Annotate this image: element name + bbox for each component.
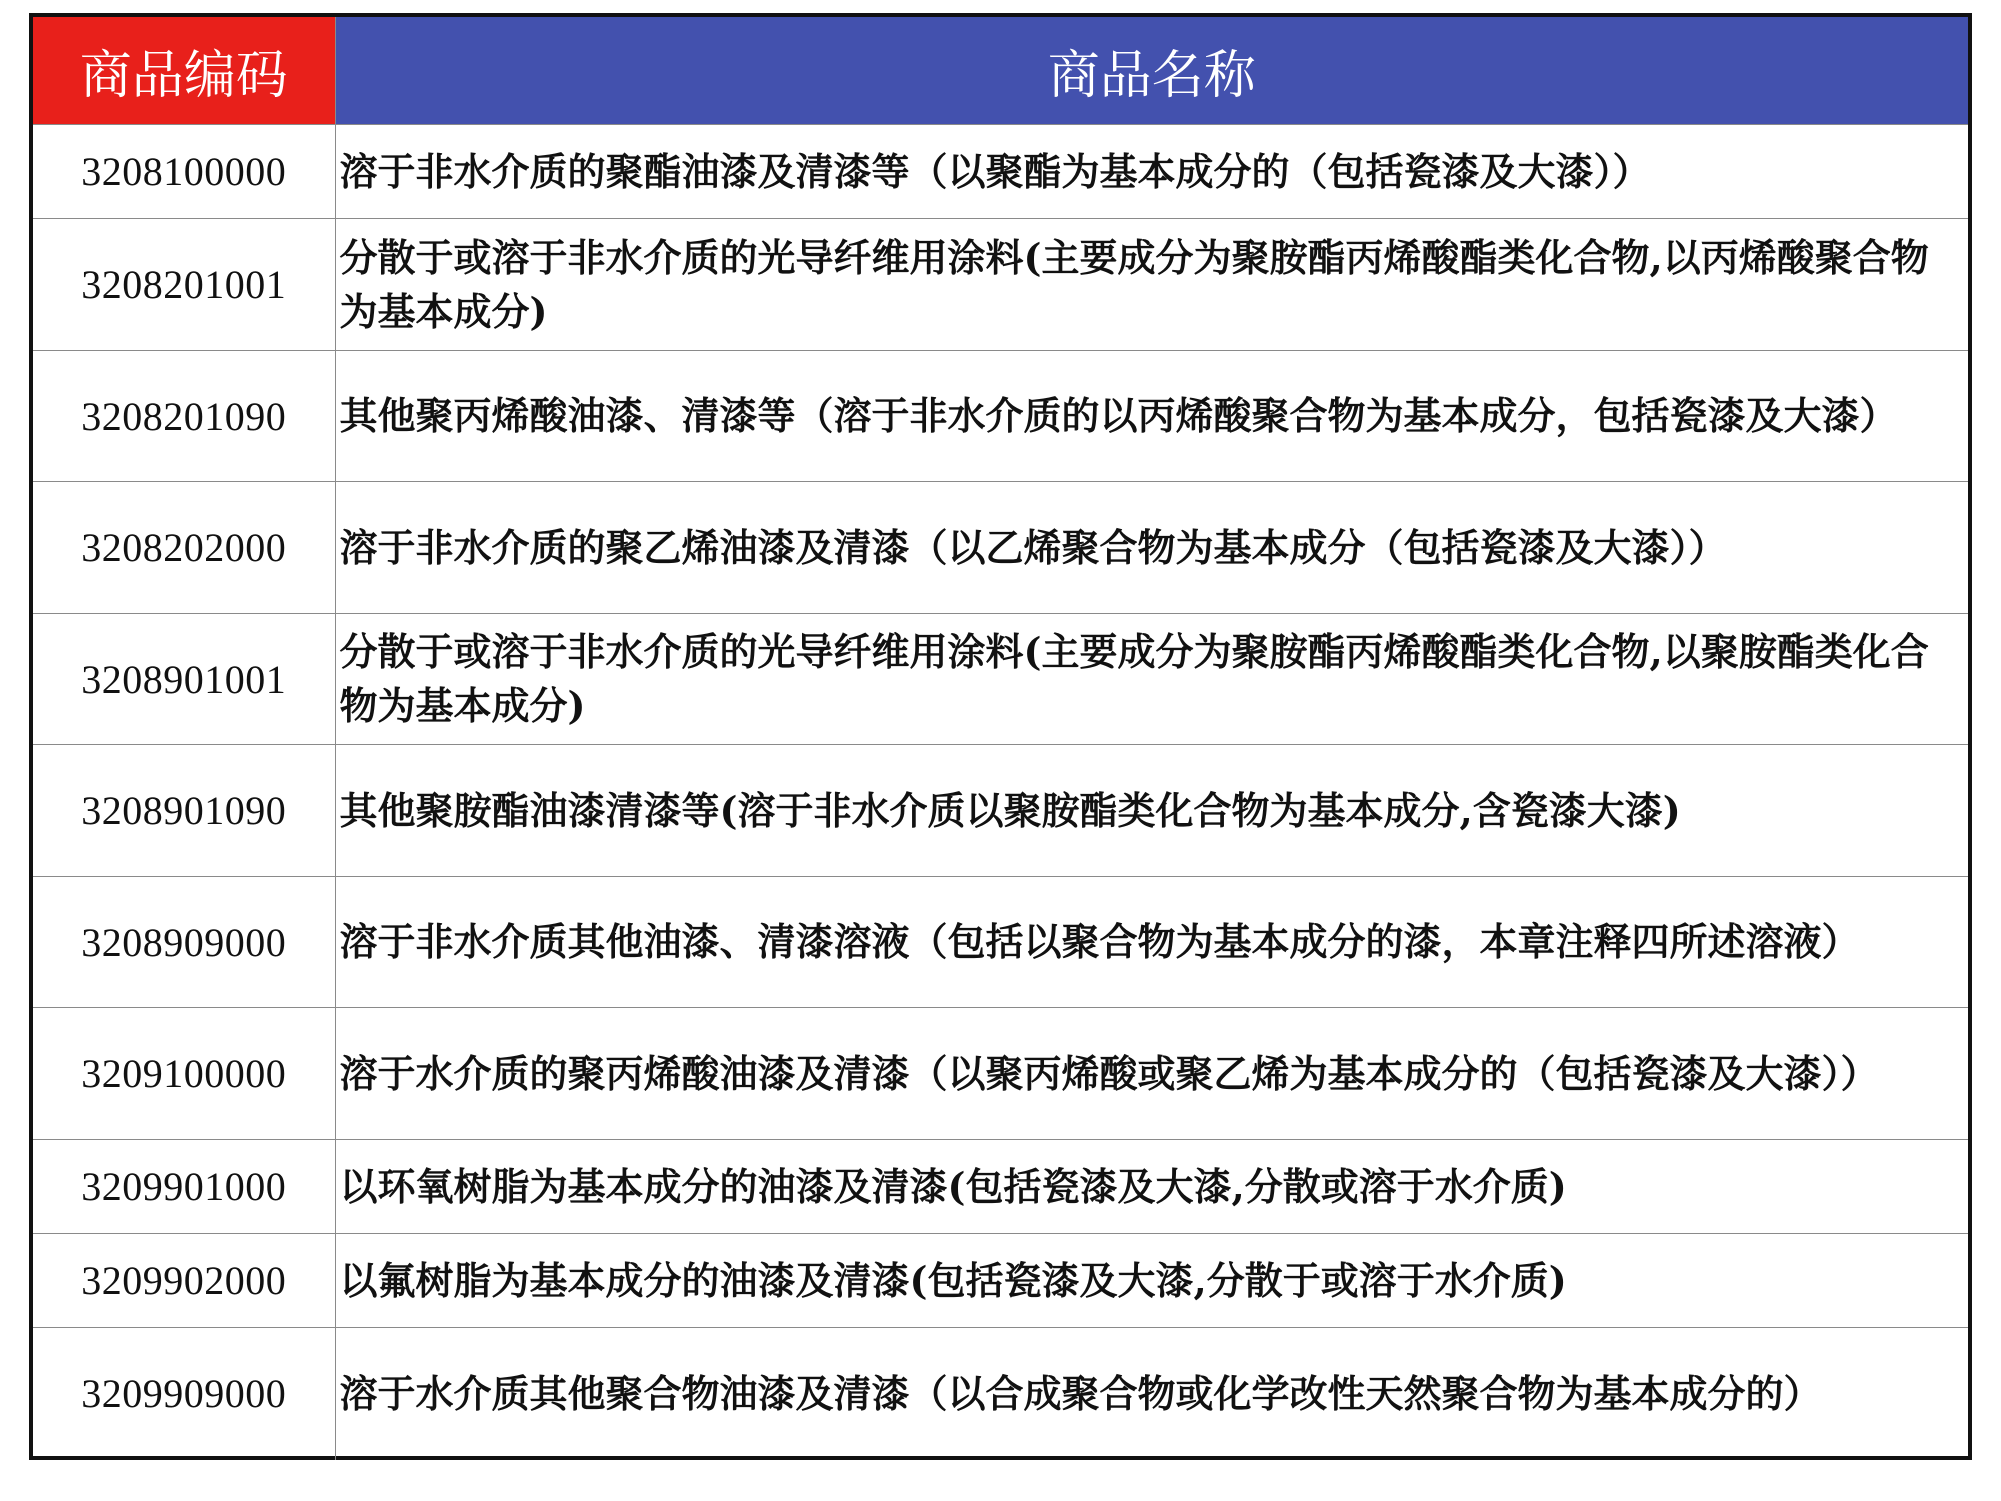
commodity-name-cell: 溶于非水介质其他油漆、清漆溶液（包括以聚合物为基本成分的漆，本章注释四所述溶液） — [335, 877, 1968, 1008]
commodity-name-cell: 分散于或溶于非水介质的光导纤维用涂料(主要成分为聚胺酯丙烯酸酯类化合物,以聚胺酯类化合物为基本成分) — [335, 614, 1968, 745]
commodity-table — [29, 13, 1972, 1460]
commodity-code-cell: 3208202000 — [33, 482, 335, 614]
table-row — [33, 219, 1968, 351]
commodity-name-cell: 溶于非水介质的聚乙烯油漆及清漆（以乙烯聚合物为基本成分（包括瓷漆及大漆）） — [335, 482, 1968, 614]
commodity-code-cell: 3209902000 — [33, 1234, 335, 1328]
commodity-code-cell: 3208201090 — [33, 351, 335, 482]
table-row — [33, 1234, 1968, 1328]
commodity-code-cell: 3208901090 — [33, 745, 335, 877]
commodity-code-cell: 3209901000 — [33, 1140, 335, 1234]
table-row — [33, 1140, 1968, 1234]
commodity-code-cell: 3208909000 — [33, 877, 335, 1008]
table-row — [33, 125, 1968, 219]
table-row — [33, 351, 1968, 482]
commodity-name-cell: 分散于或溶于非水介质的光导纤维用涂料(主要成分为聚胺酯丙烯酸酯类化合物,以丙烯酸聚合物为基本成分) — [335, 219, 1968, 351]
commodity-name-cell: 其他聚胺酯油漆清漆等(溶于非水介质以聚胺酯类化合物为基本成分,含瓷漆大漆) — [335, 745, 1968, 877]
commodity-code-cell: 3208100000 — [33, 125, 335, 219]
table-row — [33, 1008, 1968, 1140]
commodity-name-cell: 溶于水介质的聚丙烯酸油漆及清漆（以聚丙烯酸或聚乙烯为基本成分的（包括瓷漆及大漆）） — [335, 1008, 1968, 1140]
table-row — [33, 482, 1968, 614]
commodity-name-cell: 溶于水介质其他聚合物油漆及清漆（以合成聚合物或化学改性天然聚合物为基本成分的） — [335, 1328, 1968, 1460]
column-header-code: 商品编码 — [33, 17, 335, 125]
table-row — [33, 1328, 1968, 1460]
table-row — [33, 745, 1968, 877]
commodity-code-table — [33, 17, 1968, 1460]
commodity-code-cell: 3208201001 — [33, 219, 335, 351]
table-header-row — [33, 17, 1968, 125]
commodity-name-cell: 以环氧树脂为基本成分的油漆及清漆(包括瓷漆及大漆,分散或溶于水介质) — [335, 1140, 1968, 1234]
commodity-name-cell: 其他聚丙烯酸油漆、清漆等（溶于非水介质的以丙烯酸聚合物为基本成分，包括瓷漆及大漆） — [335, 351, 1968, 482]
commodity-code-cell: 3209100000 — [33, 1008, 335, 1140]
column-header-name: 商品名称 — [335, 17, 1968, 125]
commodity-code-cell: 3209909000 — [33, 1328, 335, 1460]
commodity-code-cell: 3208901001 — [33, 614, 335, 745]
commodity-name-cell: 以氟树脂为基本成分的油漆及清漆(包括瓷漆及大漆,分散于或溶于水介质) — [335, 1234, 1968, 1328]
table-row — [33, 877, 1968, 1008]
commodity-name-cell: 溶于非水介质的聚酯油漆及清漆等（以聚酯为基本成分的（包括瓷漆及大漆）） — [335, 125, 1968, 219]
table-row — [33, 614, 1968, 745]
